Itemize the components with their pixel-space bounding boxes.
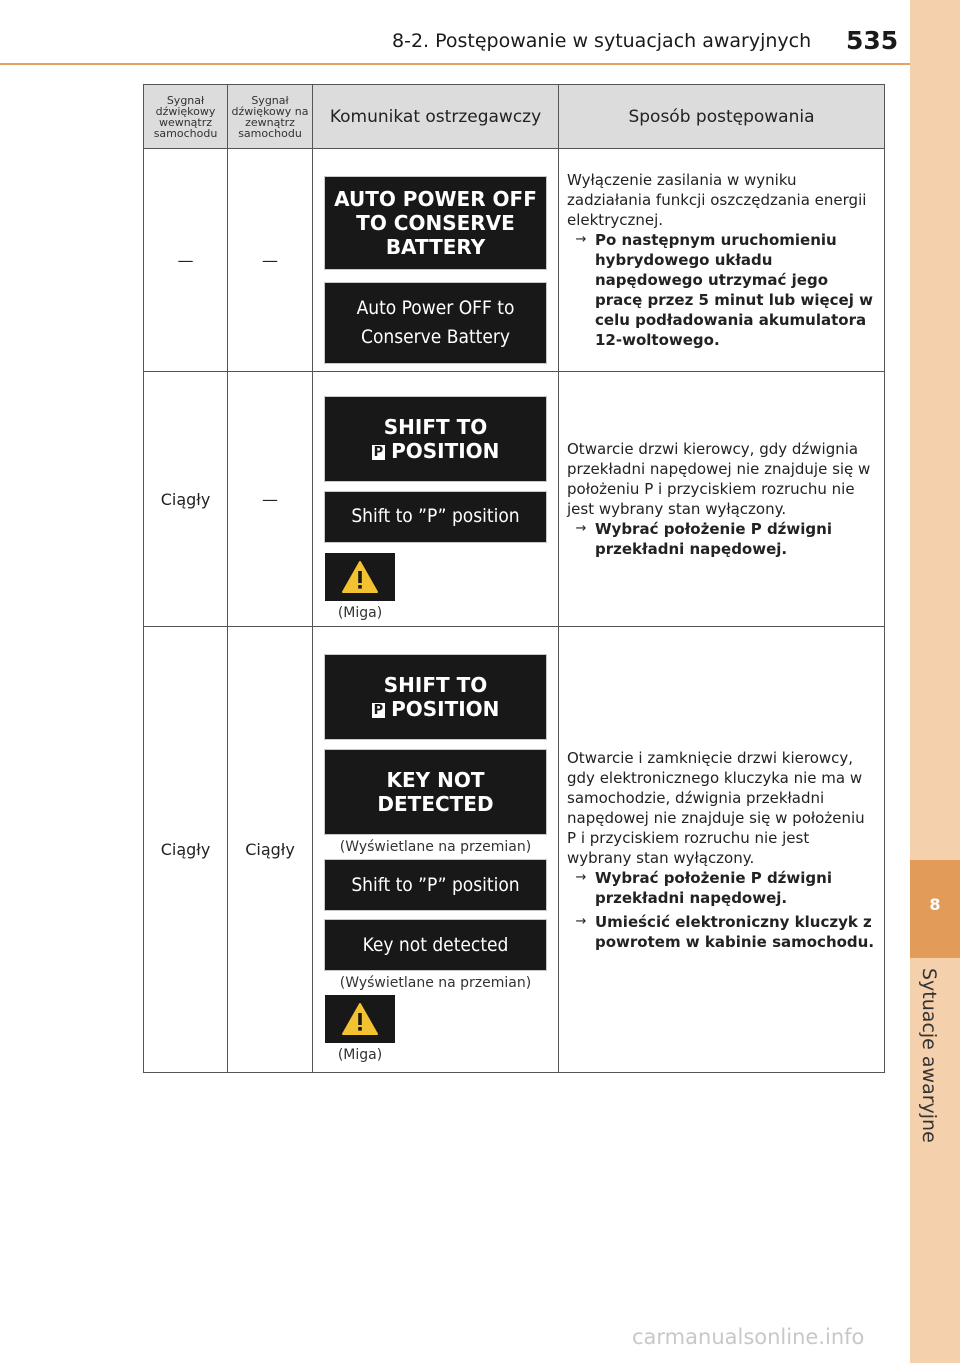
display-shift-to-p: Shift to ”P” position	[324, 859, 547, 911]
display-line: DETECTED	[377, 792, 494, 816]
display-line: KEY NOT	[386, 768, 485, 792]
outside-signal-cell: —	[228, 149, 313, 372]
table-row	[144, 372, 885, 627]
table-row	[144, 627, 885, 1073]
action-step-text: Wybrać położenie P dźwigni przekładni napędowej.	[595, 868, 832, 907]
action-step-text: Po następnym uruchomieniu hybrydowego układu napędowego utrzymać jego pracę przez 5 minut lub więcej w celu podładowania akumulatora 12-woltowego.	[595, 231, 873, 349]
warning-triangle-svg	[341, 1002, 379, 1036]
p-position-icon: P	[373, 444, 384, 460]
warning-table	[143, 84, 885, 1073]
inside-signal-cell: —	[144, 149, 228, 372]
warning-triangle-icon	[325, 553, 395, 601]
header-action: Sposób postępowania	[559, 85, 885, 149]
action-step	[567, 519, 878, 559]
inside-signal-cell: Ciągły	[144, 372, 228, 627]
watermark: carmanualsonline.info	[632, 1325, 865, 1349]
action-step	[567, 230, 878, 350]
display-line	[372, 697, 500, 721]
display-key-not-detected: Key not detected	[324, 919, 547, 971]
warning-triangle-svg	[341, 560, 379, 594]
flash-note: (Miga)	[337, 1047, 383, 1063]
inside-signal-cell: Ciągły	[144, 627, 228, 1073]
display-line: SHIFT TO	[383, 673, 488, 697]
p-position-icon: P	[373, 703, 384, 718]
arrow-icon: →	[575, 869, 587, 885]
flash-note: (Miga)	[337, 604, 383, 621]
header-outside-signal: Sygnał dźwiękowy na zewnątrz samochodu	[228, 85, 313, 149]
display-auto-power-off: Auto Power OFF to Conserve Battery	[324, 282, 547, 364]
display-line-text: POSITION	[391, 697, 500, 721]
action-description: Wyłączenie zasilania w wyniku zadziałania funkcji oszczędzania energii elektrycznej.	[567, 171, 867, 229]
table-header-row	[144, 85, 885, 149]
side-strip	[910, 0, 960, 1363]
chapter-title: Sytuacje awaryjne	[918, 968, 940, 1143]
arrow-icon: →	[575, 913, 587, 929]
display-shift-to-p-caps	[324, 396, 547, 482]
display-shift-to-p-caps	[324, 654, 547, 740]
chapter-number: 8	[929, 895, 941, 914]
page-number: 535	[846, 26, 899, 55]
action-step-text: Wybrać położenie P dźwigni przekładni napędowej.	[595, 520, 832, 558]
message-cell	[313, 149, 559, 372]
table-row	[144, 149, 885, 372]
display-shift-to-p: Shift to ”P” position	[324, 491, 547, 543]
arrow-icon: →	[575, 232, 587, 247]
action-cell	[559, 627, 885, 1073]
display-line-text: POSITION	[391, 438, 500, 463]
outside-signal-cell: Ciągły	[228, 627, 313, 1073]
alternating-note: (Wyświetlane na przemian)	[339, 975, 532, 991]
arrow-icon: →	[575, 521, 587, 536]
header-inside-signal: Sygnał dźwiękowy wewnątrz samochodu	[144, 85, 228, 149]
header-message: Komunikat ostrzegawczy	[313, 85, 559, 149]
display-auto-power-off-caps: AUTO POWER OFF TO CONSERVE BATTERY	[324, 176, 547, 270]
header-rule	[0, 63, 910, 65]
action-description: Otwarcie i zamknięcie drzwi kierowcy, gdy elektronicznego kluczyka nie ma w samochodzie, dźwignia przekładni napędowej nie znajduje się w położeniu P i przyciskiem rozruchu nie jest wybrany stan wyłączony.	[567, 748, 865, 867]
display-line: SHIFT TO	[383, 414, 488, 439]
action-step	[567, 912, 878, 952]
section-title: 8-2. Postępowanie w sytuacjach awaryjnych	[392, 30, 812, 52]
action-description: Otwarcie drzwi kierowcy, gdy dźwignia przekładni napędowej nie znajduje się w położeniu P i przyciskiem rozruchu nie jest wybrany stan wyłączony.	[567, 440, 871, 518]
action-cell	[559, 372, 885, 627]
message-cell	[313, 372, 559, 627]
message-cell	[313, 627, 559, 1073]
alternating-note: (Wyświetlane na przemian)	[339, 839, 532, 855]
action-step-text: Umieścić elektroniczny kluczyk z powrotem w kabinie samochodu.	[595, 912, 875, 951]
display-key-not-detected-caps	[324, 749, 547, 835]
display-line	[372, 439, 500, 463]
warning-triangle-icon	[325, 995, 395, 1043]
action-cell	[559, 149, 885, 372]
action-step	[567, 868, 878, 908]
outside-signal-cell: —	[228, 372, 313, 627]
